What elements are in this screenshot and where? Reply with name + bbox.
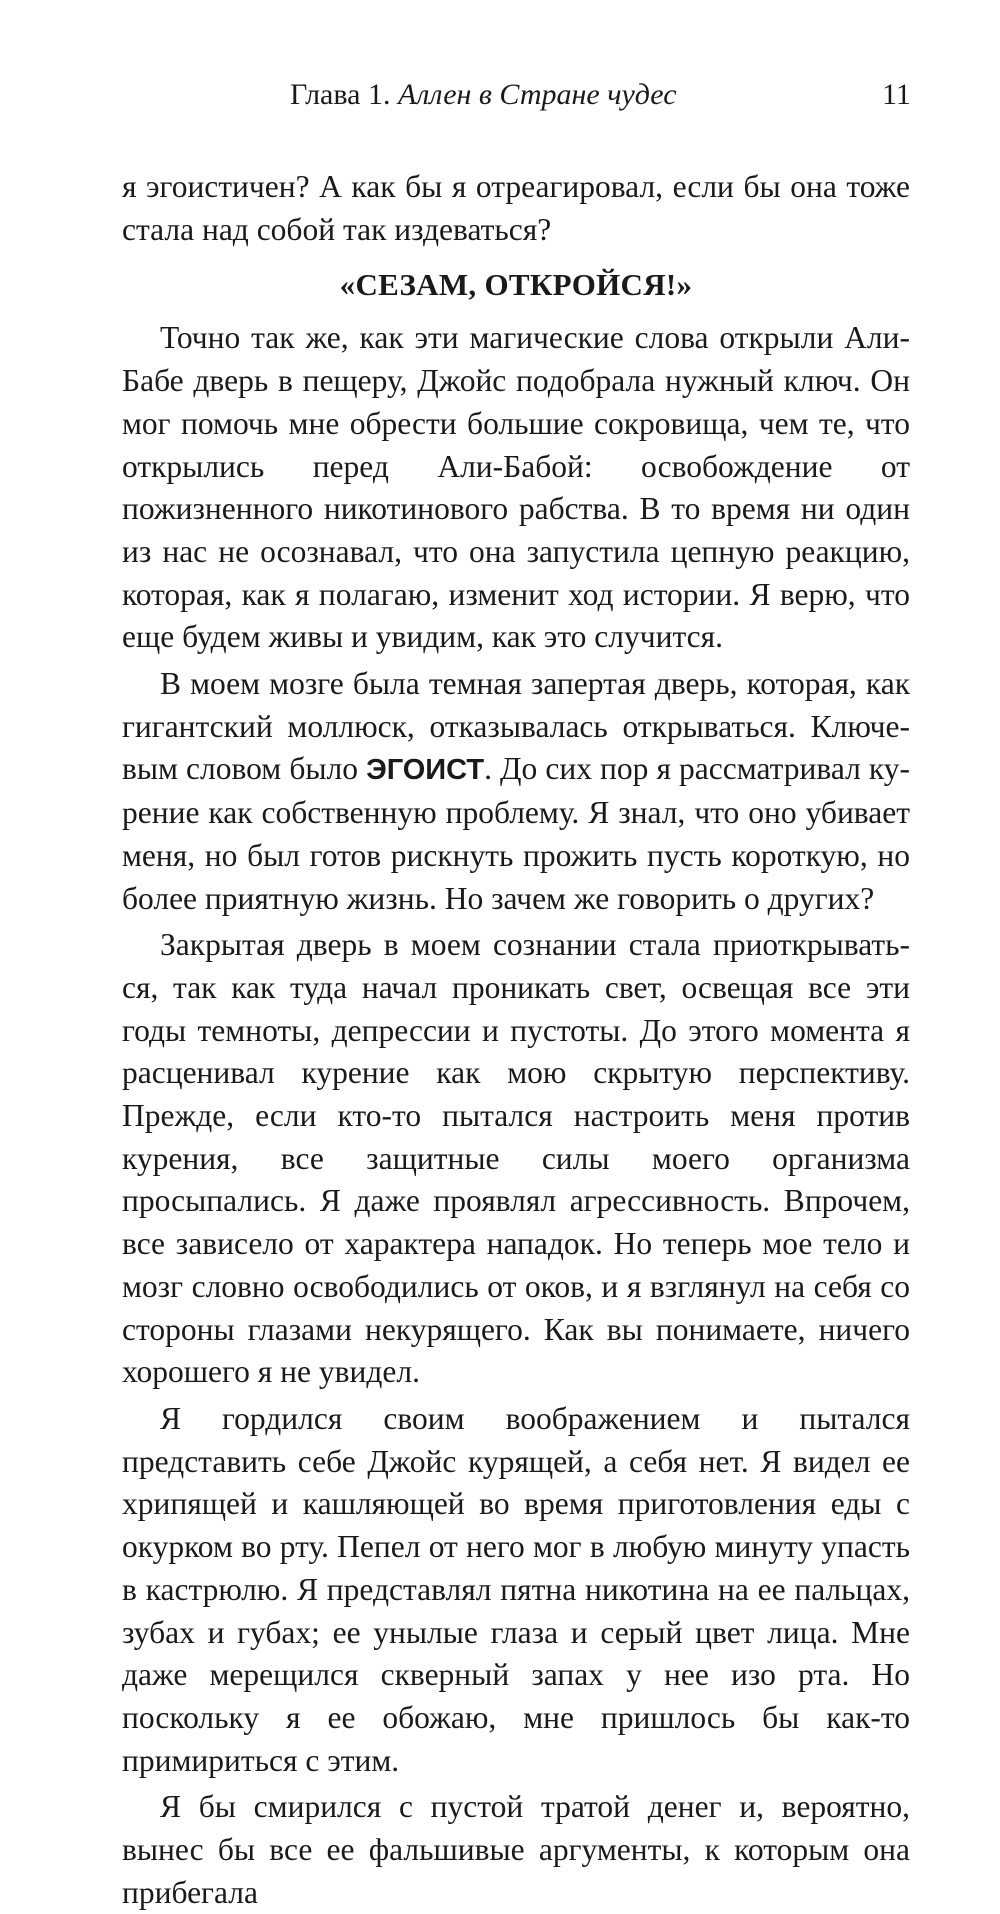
section-heading: «СЕЗАМ, ОТКРОЙСЯ!» bbox=[339, 267, 693, 303]
chapter-title: Аллен в Стране чудес bbox=[397, 78, 677, 111]
paragraph: Я бы смирился с пустой тратой денег и, вероятно, вынес бы все ее фальшивые аргументы, к которым она прибегала bbox=[122, 1789, 910, 1910]
paragraph-with-keyword bbox=[122, 663, 910, 920]
chapter-label: Глава 1. bbox=[290, 78, 391, 111]
paragraph-text: В моем мозге была темная запертая дверь, которая, как гигантский моллюск, отказывалась открываться. Ключевым словом было bbox=[122, 666, 910, 787]
paragraph-text: . До сих пор я рассматривал курение как собственную проблему. Я знал, что оно убивает меня, но был готов рискнуть прожить пусть короткую, но более приятную жизнь. Но зачем же говорить о других? bbox=[122, 751, 910, 916]
keyword-egoist: ЭГОИСТ bbox=[366, 754, 485, 787]
running-head bbox=[0, 78, 1000, 118]
body-text bbox=[122, 166, 910, 1914]
paragraph: Закрытая дверь в моем сознании стала приоткрываться, так как туда начал проникать свет, освещая все эти годы темноты, депрессии и пустоты. До этого момента я расценивал курение как мою скрытую перспективу. Прежде, если кто-то пытался настроить меня против курения, все защитные силы моего организма просыпались. Я даже проявлял агрессивность. Впрочем, все зависело от характера нападок. Но теперь мое тело и мозг словно освободились от оков, и я взглянул на себя со стороны глазами некурящего. Как вы понимаете, ничего хорошего я не увидел. bbox=[122, 927, 910, 1390]
paragraph-continued: я эгоистичен? А как бы я отреагировал, если бы она тоже стала над собой так издеваться? bbox=[122, 169, 910, 247]
paragraph: Точно так же, как эти магические слова открыли Али-Бабе дверь в пещеру, Джойс подобрала нужный ключ. Он мог помочь мне обрести большие сокровища, чем те, что открылись перед Али-Бабой: освобождение от пожизненного никотинового рабства. В то время ни один из нас не осознавал, что она запустила цепную реакцию, которая, как я полагаю, изменит ход истории. Я верю, что еще будем живы и увидим, как это случится. bbox=[122, 320, 910, 655]
page-number: 11 bbox=[882, 78, 911, 111]
running-head-title bbox=[290, 78, 677, 112]
paragraph: Я гордился своим воображением и пытался представить себе Джойс курящей, а себя нет. Я видел ее хрипящей и кашляющей во время приготовления еды с окурком во рту. Пепел от него мог в любую минуту упасть в кастрюлю. Я представлял пятна никотина на ее пальцах, зубах и губах; ее унылые глаза и серый цвет лица. Мне даже мерещился скверный запах у нее изо рта. Но поскольку я ее обожаю, мне пришлось бы как-то примириться с этим. bbox=[122, 1400, 910, 1778]
